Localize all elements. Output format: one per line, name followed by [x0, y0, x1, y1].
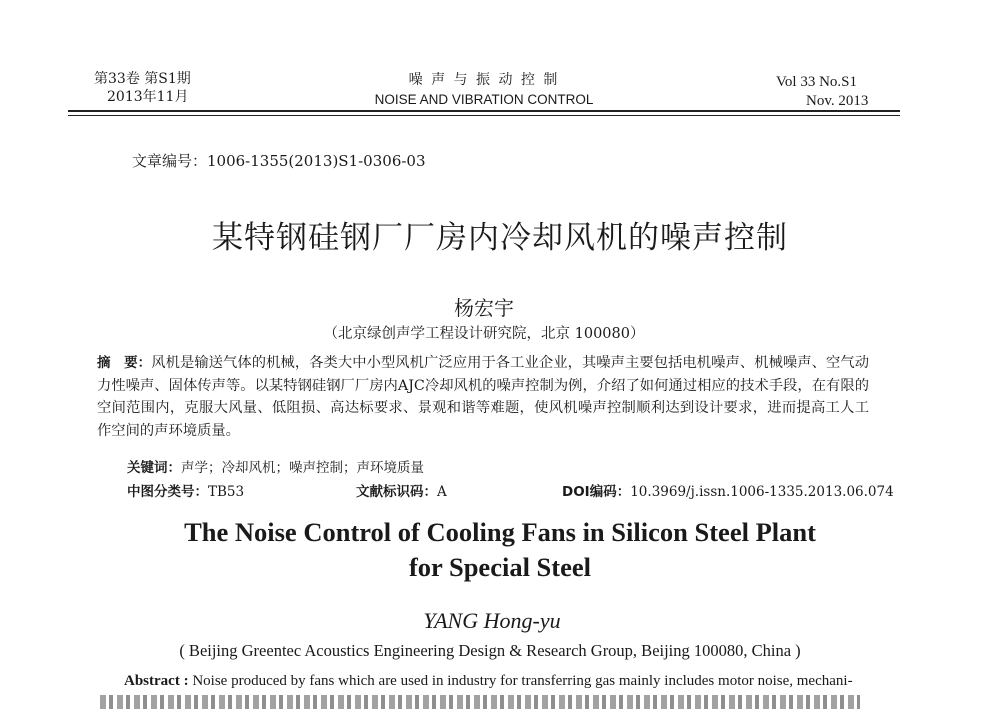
- journal-name-cn: 噪 声 与 振 动 控 制: [408, 72, 560, 88]
- journal-name-en: NOISE AND VIBRATION CONTROL: [374, 92, 594, 107]
- author-name-cn: 杨宏宇: [454, 296, 514, 320]
- affiliation-en: ( Beijing Greentec Acoustics Engineering Design & Research Group, Beijing 100080, China ): [179, 641, 801, 660]
- keywords-text: 声学；冷却风机；噪声控制；声环境质量: [181, 460, 424, 476]
- document-code-label: 文献标识码：: [356, 484, 437, 500]
- doi: [562, 480, 894, 500]
- affiliation-cn: （北京绿创声学工程设计研究院，北京 100080）: [323, 326, 645, 342]
- header-volume-cn: 第33卷 第S1期: [94, 71, 191, 87]
- header-rule-thin: [68, 115, 900, 116]
- header-date-cn: 2013年11月: [107, 89, 189, 105]
- clc-value: TB53: [208, 484, 245, 500]
- header-date-en: Nov. 2013: [806, 93, 869, 109]
- header-rule-thick: [68, 110, 900, 112]
- header-volume-en: Vol 33 No.S1: [776, 74, 857, 90]
- abstract-cn-text: 风机是输送气体的机械，各类大中小型风机广泛应用于各工业企业，其噪声主要包括电机噪声、机械噪声、空气动力性噪声、固体传声等。以某特钢硅钢厂厂房内AJC冷却风机的噪声控制为例，介绍了如何通过相应的技术手段，在有限的空间范围内，克服大风量、低阻损、高达标要求、景观和谐等难题，使风机噪声控制顺利达到设计要求，进而提高工人工作空间的声环境质量。: [97, 355, 870, 439]
- abstract-cn: [97, 352, 869, 442]
- document-code-value: A: [437, 484, 447, 500]
- paper-title-cn: 某特钢硅钢厂厂房内冷却风机的噪声控制: [212, 220, 788, 256]
- abstract-en-label: Abstract :: [124, 673, 189, 689]
- clc-number: [127, 480, 244, 500]
- abstract-en: [124, 673, 853, 690]
- keywords-label: 关键词：: [127, 460, 181, 476]
- article-number: 文章编号：1006-1355(2013)S1-0306-03: [132, 152, 426, 170]
- document-code: [356, 480, 447, 500]
- cropped-next-line: [100, 695, 860, 709]
- paper-title-en: The Noise Control of Cooling Fans in Silicon Steel Plant for Special Steel: [184, 517, 816, 582]
- clc-label: 中图分类号：: [127, 484, 208, 500]
- abstract-cn-label: 摘 要：: [97, 355, 152, 371]
- author-name-en: YANG Hong-yu: [423, 608, 561, 633]
- doi-label: DOI编码：: [562, 484, 631, 500]
- keywords: [127, 456, 424, 476]
- abstract-en-text: Noise produced by fans which are used in industry for transferring gas mainly includes motor noise, mechani-: [188, 673, 853, 689]
- doi-value: 10.3969/j.issn.1006-1335.2013.06.074: [630, 484, 894, 500]
